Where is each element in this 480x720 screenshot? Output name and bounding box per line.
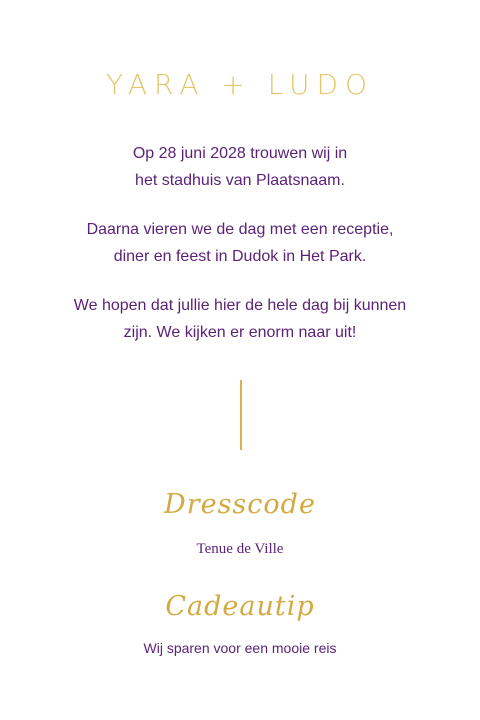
paragraph-line: Op 28 juni 2028 trouwen wij in xyxy=(132,145,348,162)
paragraph-invitation xyxy=(0,292,480,346)
paragraph-line: diner en feest in Dudok in Het Park. xyxy=(113,248,367,265)
paragraph-celebration xyxy=(0,216,480,270)
cadeautip-text: Wij sparen voor een mooie reis xyxy=(143,640,337,656)
paragraph-line: Daarna vieren we de dag met een receptie, xyxy=(86,221,394,238)
paragraph-line: het stadhuis van Plaatsnaam. xyxy=(135,172,345,189)
paragraph-ceremony xyxy=(0,140,480,194)
dresscode-heading: Dresscode xyxy=(164,489,316,520)
dresscode-text: Tenue de Ville xyxy=(196,541,284,557)
gold-divider xyxy=(240,380,242,450)
paragraph-line: zijn. We kijken er enorm naar uit! xyxy=(123,324,357,341)
cadeautip-heading: Cadeautip xyxy=(165,591,315,622)
paragraph-line: We hopen dat jullie hier de hele dag bij kunnen xyxy=(73,297,407,314)
couple-names: YARA + LUDO xyxy=(105,68,375,101)
